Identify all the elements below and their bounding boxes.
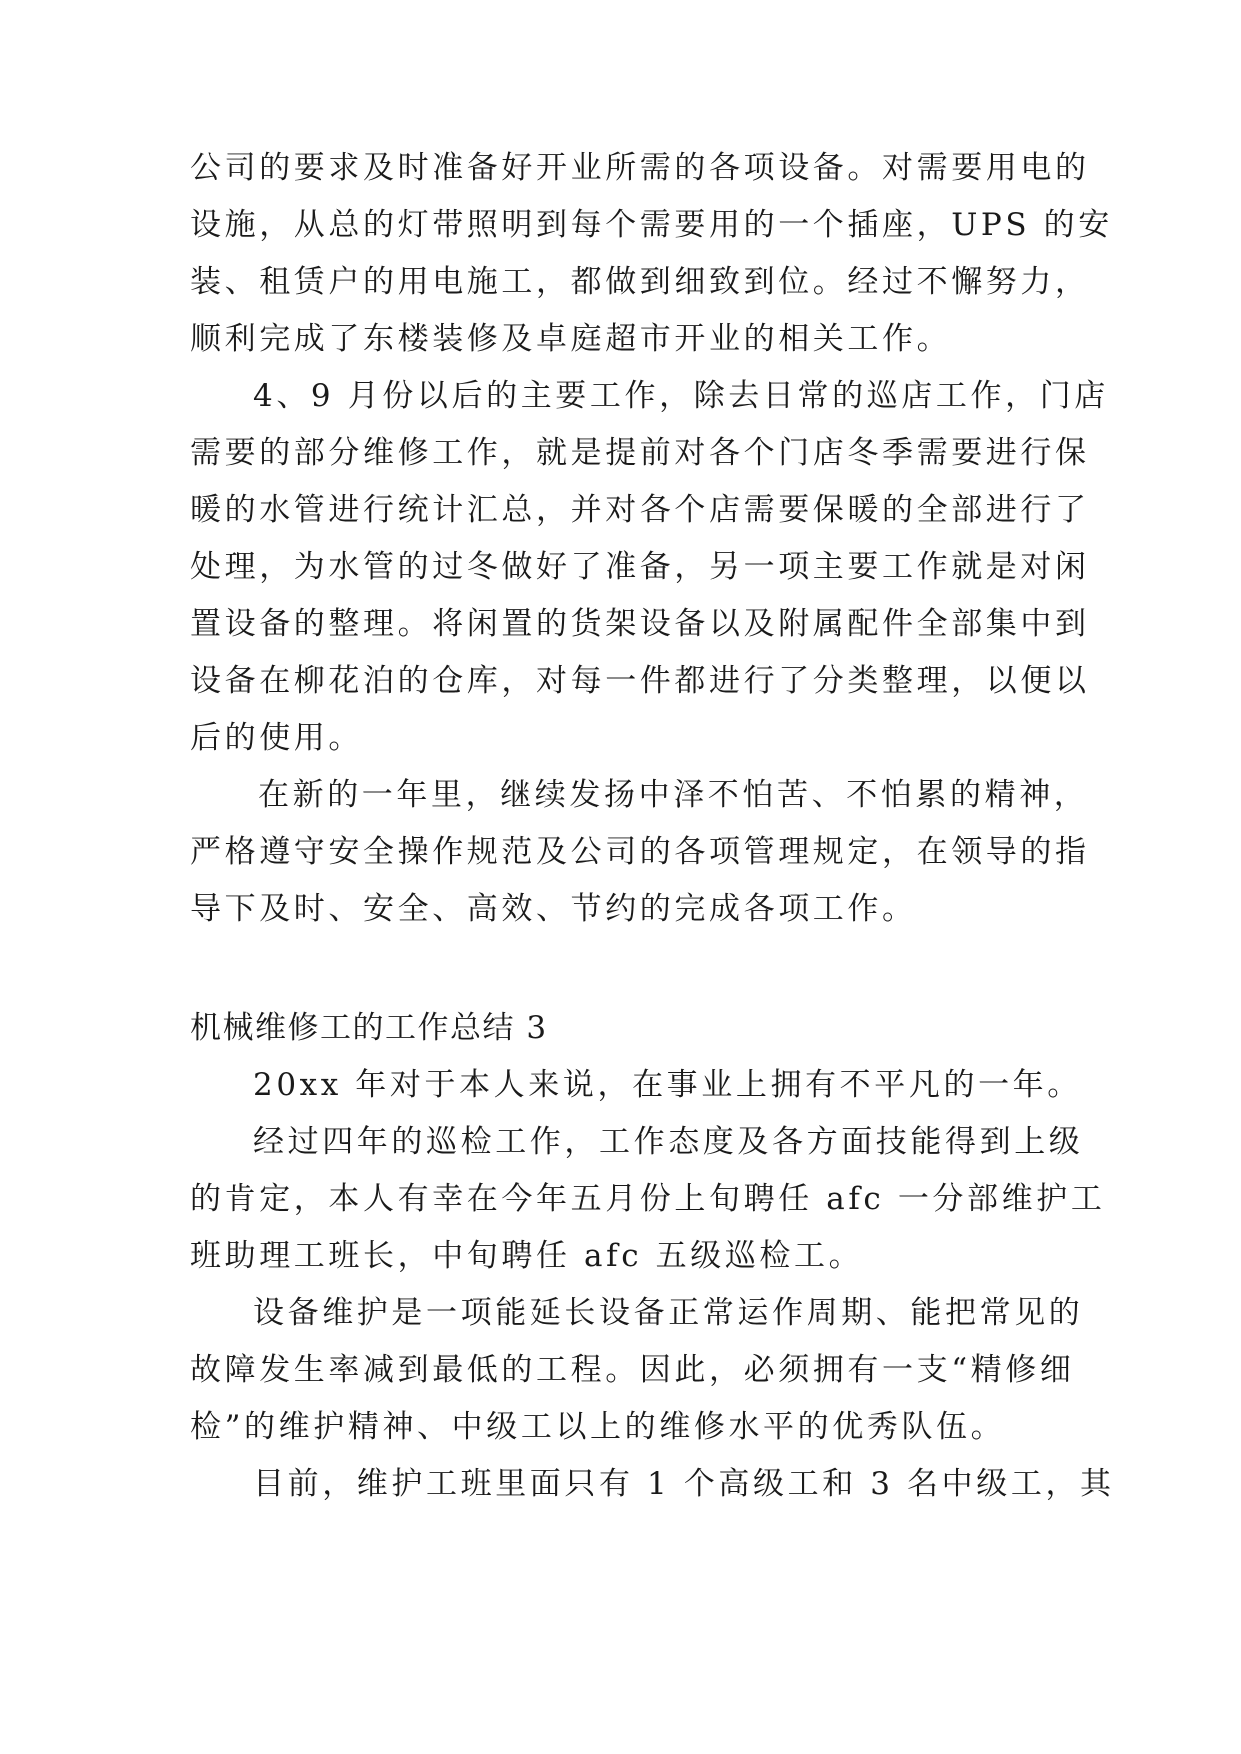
- paragraph-line: 经过四年的巡检工作，工作态度及各方面技能得到上级: [253, 1124, 1084, 1160]
- paragraph-line: 在新的一年里，继续发扬中泽不怕苦、不怕累的精神，: [258, 777, 1089, 813]
- paragraph-line: 暖的水管进行统计汇总，并对各个店需要保暖的全部进行了: [190, 492, 1090, 528]
- section-heading: 机械维修工的工作总结 3: [190, 1010, 548, 1046]
- paragraph-line: 导下及时、安全、高效、节约的完成各项工作。: [190, 891, 917, 927]
- paragraph-line: 后的使用。: [190, 720, 363, 756]
- paragraph-line: 置设备的整理。将闲置的货架设备以及附属配件全部集中到: [190, 606, 1090, 642]
- paragraph-line: 公司的要求及时准备好开业所需的各项设备。对需要用电的: [190, 150, 1090, 186]
- paragraph-line: 的肯定，本人有幸在今年五月份上旬聘任 afc 一分部维护工: [190, 1181, 1106, 1217]
- paragraph-line: 20xx 年对于本人来说，在事业上拥有不平凡的一年。: [253, 1067, 1082, 1103]
- paragraph-line: 顺利完成了东楼装修及卓庭超市开业的相关工作。: [190, 321, 952, 357]
- paragraph-line: 4、9 月份以后的主要工作，除去日常的巡店工作，门店: [253, 378, 1109, 414]
- paragraph-line: 设备维护是一项能延长设备正常运作周期、能把常见的: [253, 1295, 1084, 1331]
- paragraph-line: 需要的部分维修工作，就是提前对各个门店冬季需要进行保: [190, 435, 1090, 471]
- paragraph-line: 设施，从总的灯带照明到每个需要用的一个插座，UPS 的安: [190, 207, 1113, 243]
- paragraph-line: 目前，维护工班里面只有 1 个高级工和 3 名中级工，其: [253, 1466, 1115, 1502]
- paragraph-line: 严格遵守安全操作规范及公司的各项管理规定，在领导的指: [190, 834, 1090, 870]
- paragraph-line: 班助理工班长，中旬聘任 afc 五级巡检工。: [190, 1238, 864, 1274]
- paragraph-line: 故障发生率减到最低的工程。因此，必须拥有一支“精修细: [190, 1352, 1075, 1388]
- paragraph-line: 装、租赁户的用电施工，都做到细致到位。经过不懈努力，: [190, 264, 1090, 300]
- paragraph-line: 处理，为水管的过冬做好了准备，另一项主要工作就是对闲: [190, 549, 1090, 585]
- paragraph-line: 设备在柳花泊的仓库，对每一件都进行了分类整理，以便以: [190, 663, 1090, 699]
- paragraph-line: 检”的维护精神、中级工以上的维修水平的优秀队伍。: [190, 1409, 1006, 1445]
